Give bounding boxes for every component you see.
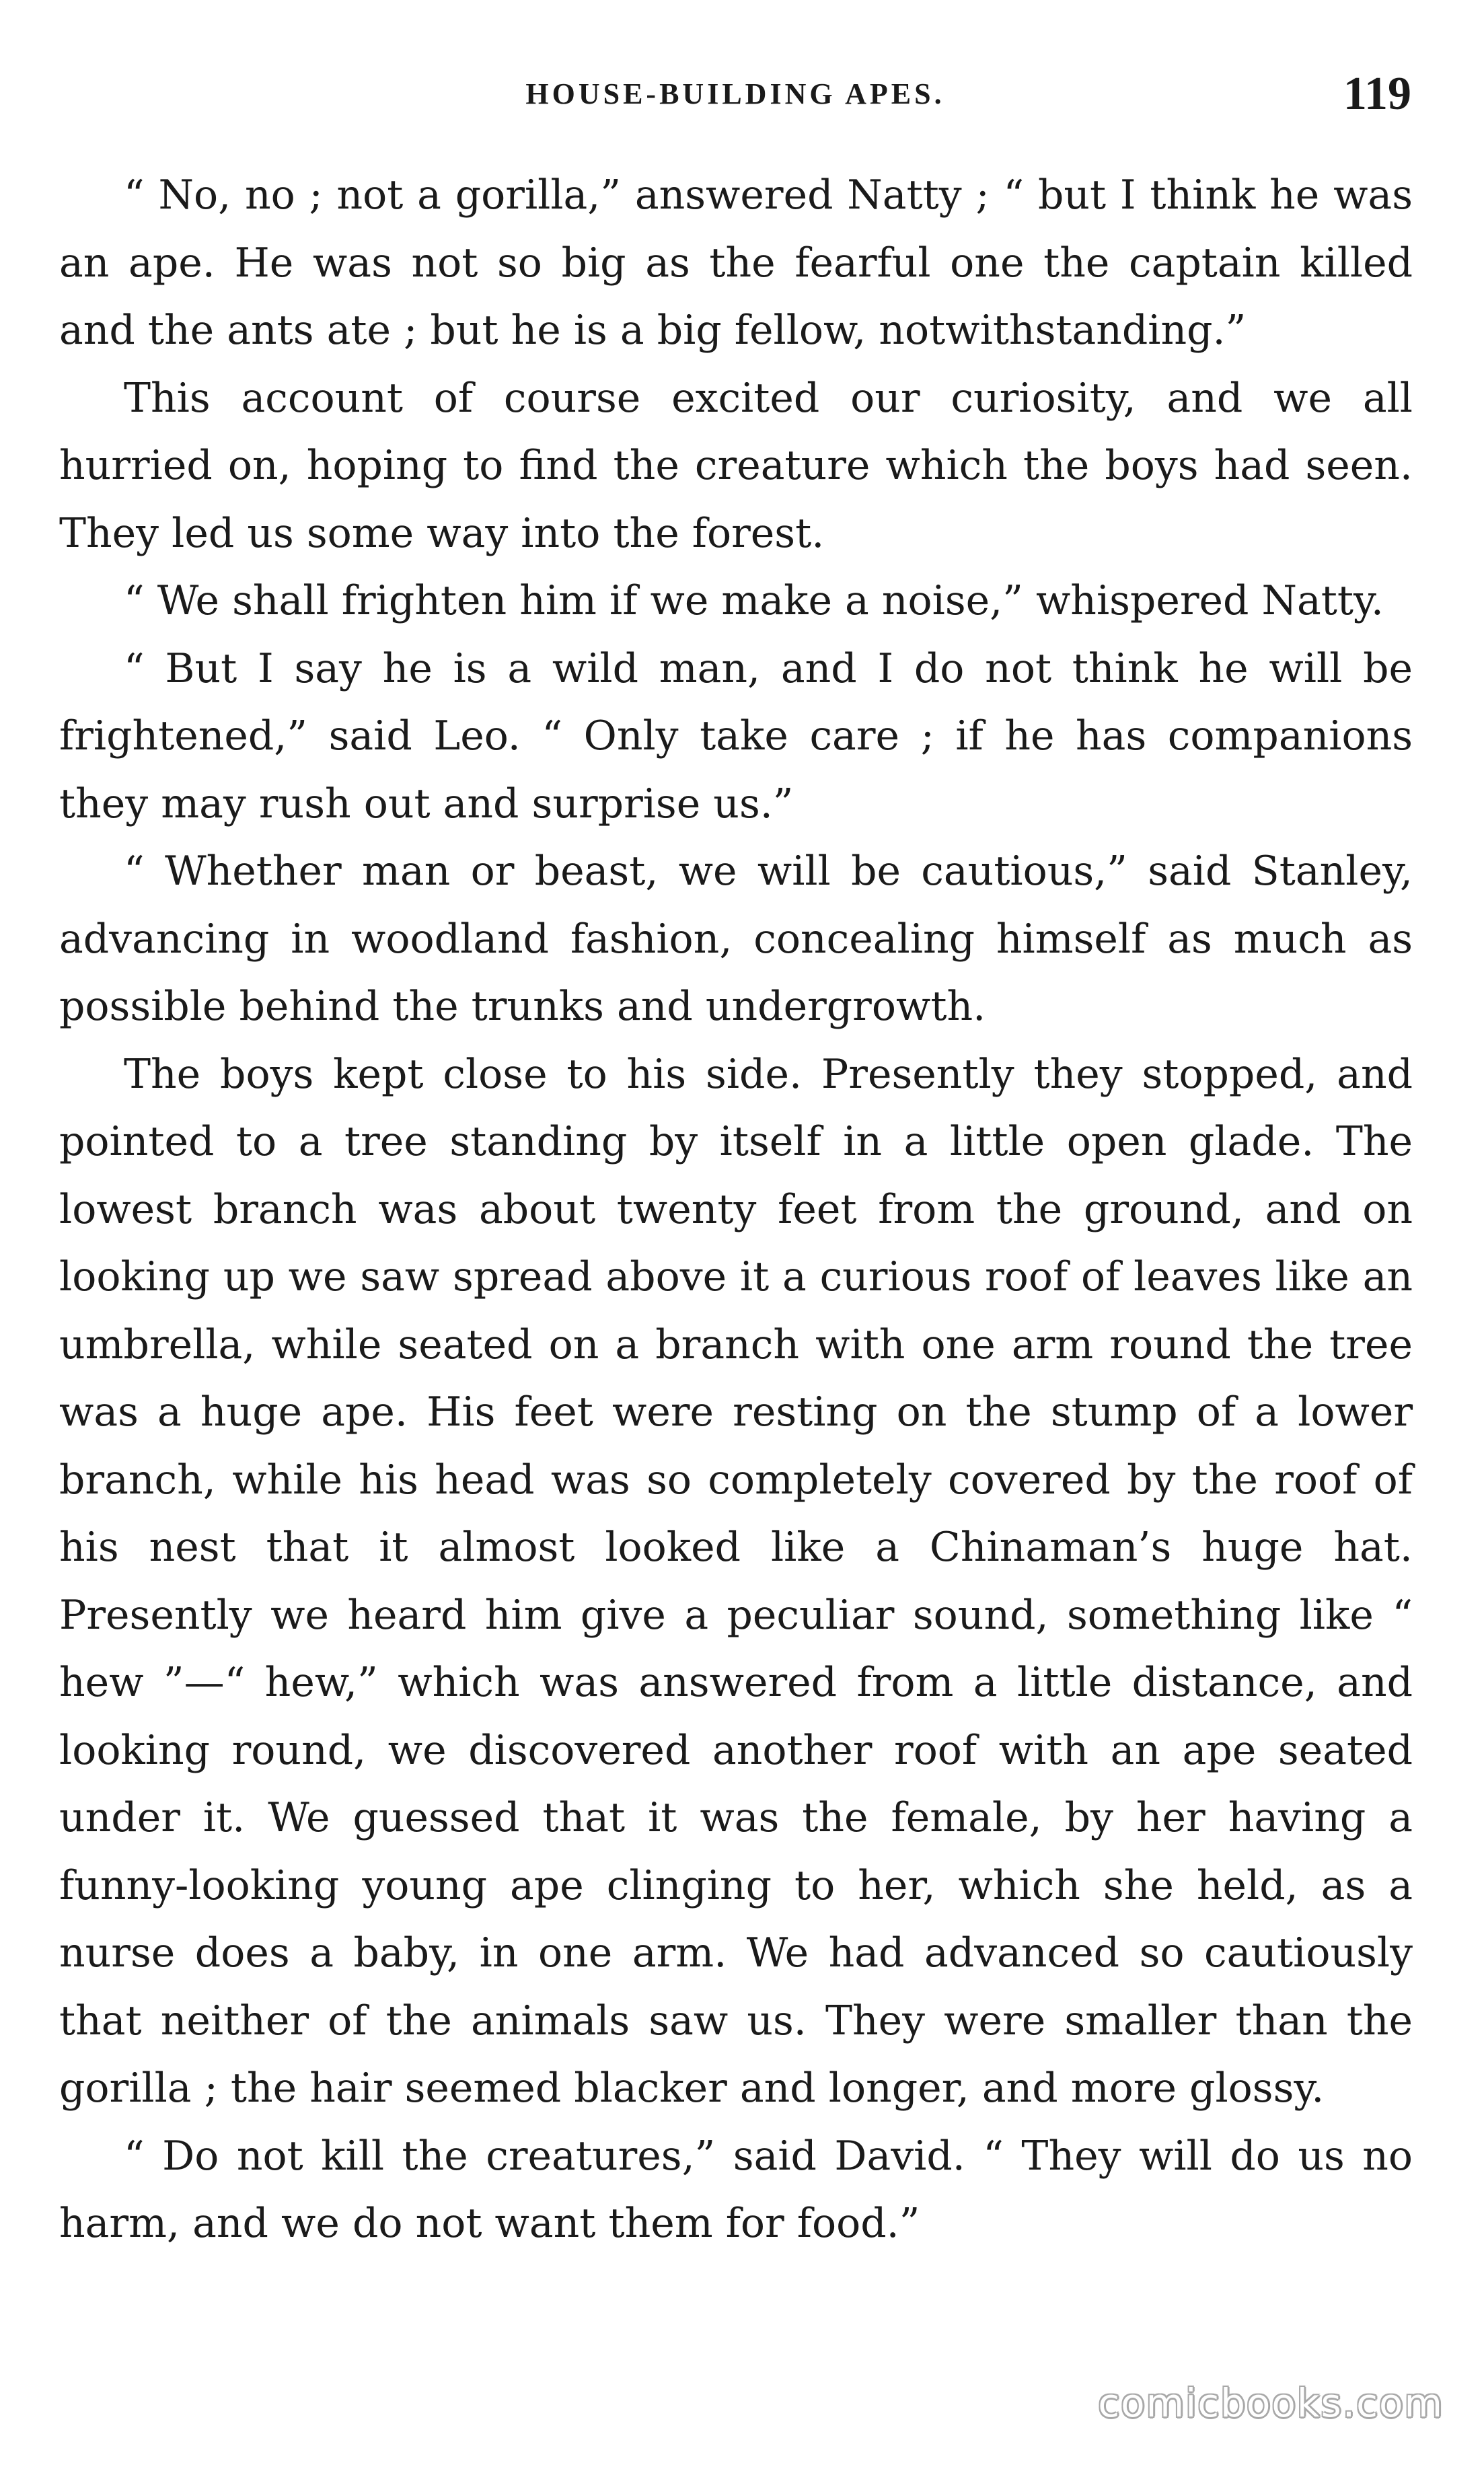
body-text — [59, 161, 1413, 2258]
paragraph-4: “ But I say he is a wild man, and I do not think he will be frightened,” said Leo. “ Only take care ; if he has companions they may rush out and surprise us.” — [59, 644, 1413, 827]
paragraph-6: The boys kept close to his side. Presently they stopped, and pointed to a tree standing by itself in a little open glade. The lowest branch was about twenty feet from the ground, and on looking up we saw spread above it a curious roof of leaves like an umbrella, while seated on a branch with one arm round the tree was a huge ape. His feet were resting on the stump of a lower branch, while his head was so completely covered by the roof of his nest that it almost looked like a Chinaman’s huge hat. Presently we heard him give a peculiar sound, something like “ hew ”—“ hew,” which was answered from a little distance, and looking round, we discovered another roof with an ape seated under it. We guessed that it was the female, by her having a funny-looking young ape clinging to her, which she held, as a nurse does a baby, in one arm. We had advanced so cautiously that neither of the animals saw us. They were smaller than the gorilla ; the hair seemed blacker and longer, and more glossy. — [59, 1050, 1413, 2112]
running-title: HOUSE-BUILDING APES. — [525, 77, 945, 110]
paragraph-3: “ We shall frighten him if we make a noise,” whispered Natty. — [124, 577, 1384, 624]
paragraph-7: “ Do not kill the creatures,” said David. “ They will do us no harm, and we do not want them for food.” — [59, 2132, 1413, 2247]
paragraph-2: This account of course excited our curiosity, and we all hurried on, hoping to find the creature which the boys had seen. They led us some way into the forest. — [59, 374, 1413, 557]
watermark: comicbooks.com — [1098, 2380, 1444, 2426]
paragraph-1: “ No, no ; not a gorilla,” answered Natty ; “ but I think he was an ape. He was not so big as the fearful one the captain killed and the ants ate ; but he is a big fellow, notwithstanding.” — [59, 172, 1413, 354]
paragraph-5: “ Whether man or beast, we will be cautious,” said Stanley, advancing in woodland fashion, concealing himself as much as possible behind the trunks and undergrowth. — [59, 848, 1413, 1030]
running-head — [59, 67, 1411, 121]
page-number: 119 — [1343, 68, 1411, 120]
